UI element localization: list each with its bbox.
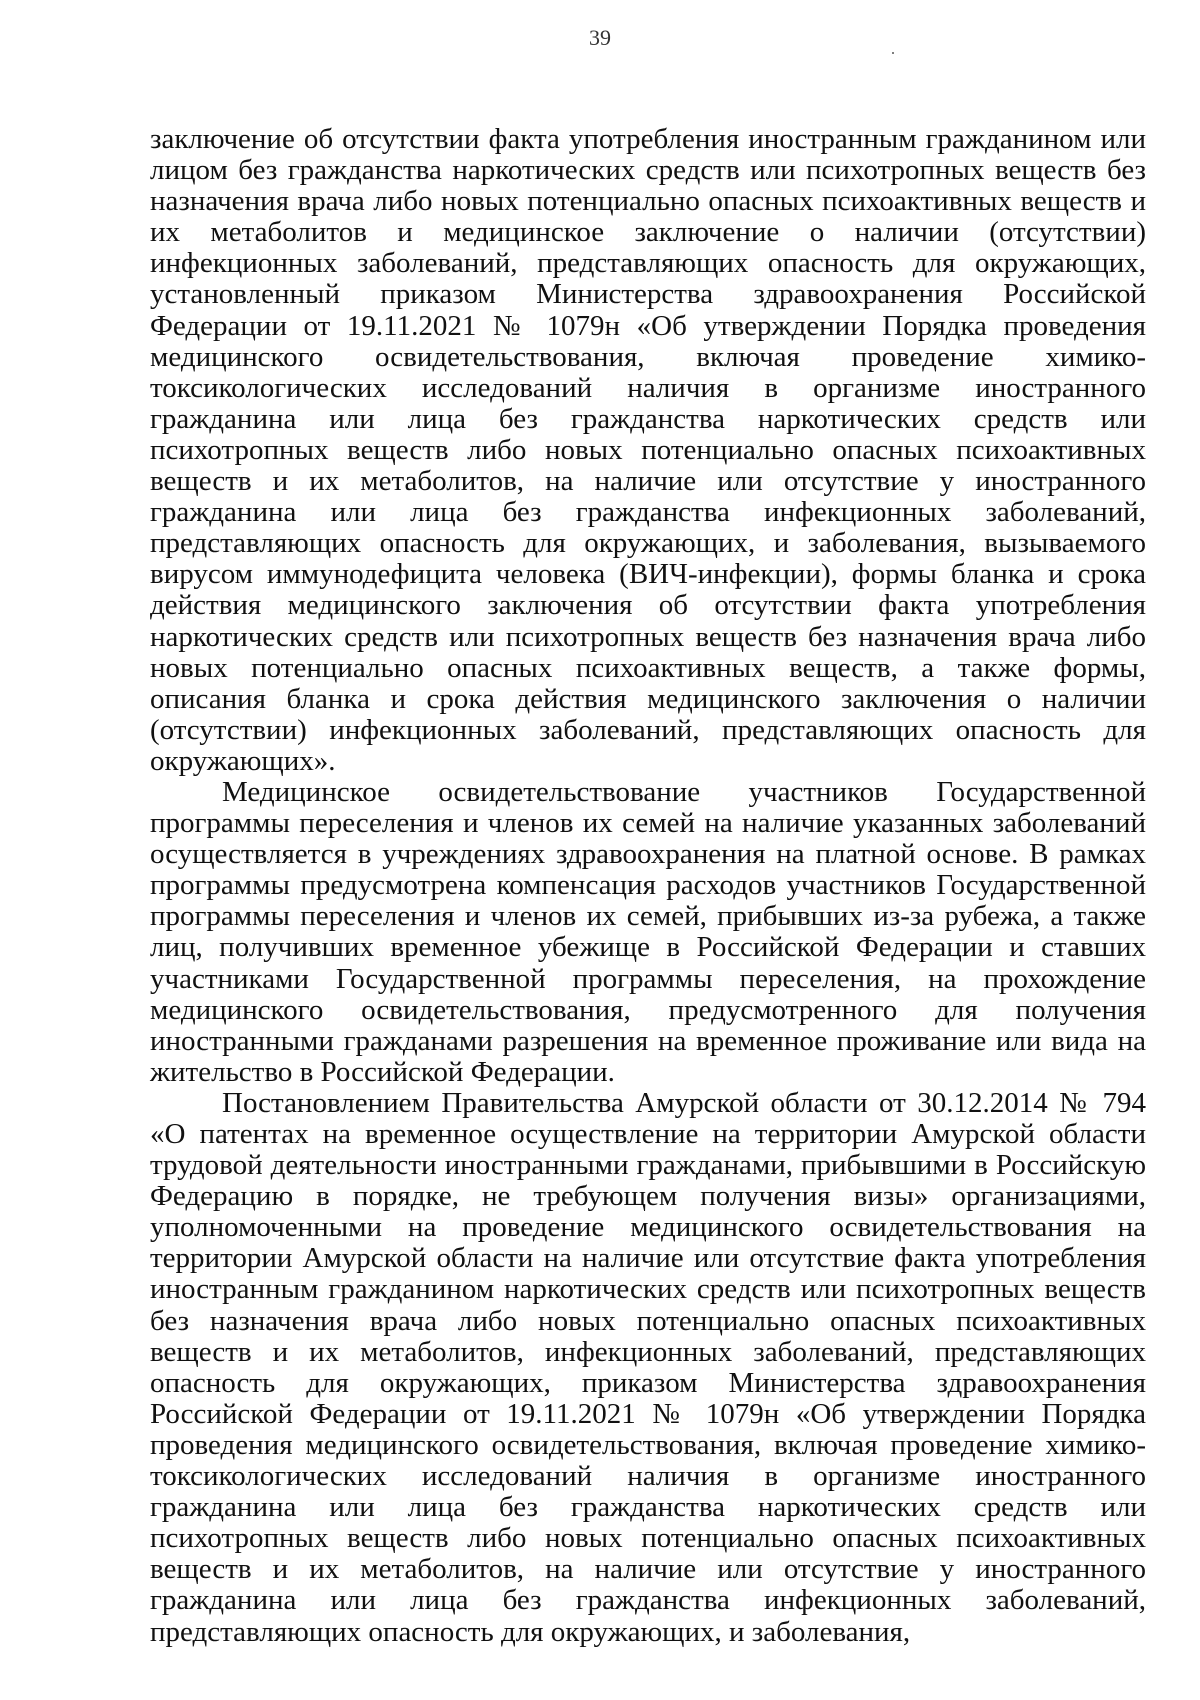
page-number: 39 [589, 25, 611, 50]
scan-speck [892, 52, 894, 54]
paragraph-medical-examination: Медицинское освидетельствование участников Государственной программы переселения и членов их семей на наличие указанных заболеваний осуществляется в учреждениях здравоохранения на платной основе. В рамках программы предусмотрена компенсация расходов участников Государственной программы переселения и членов их семей, прибывших из-за рубежа, а также лиц, получивших временное убежище в Российской Федерации и ставших участниками Государственной программы переселения, на прохождение медицинского освидетельствования, предусмотренного для получения иностранными гражданами разрешения на временное проживание или вида на жительство в Российской Федерации. [150, 775, 1146, 1088]
paragraph-continued: заключение об отсутствии факта употребления иностранным гражданином или лицом без гражданства наркотических средств или психотропных веществ без назначения врача либо новых потенциально опасных психоактивных веществ и их метаболитов и медицинское заключение о наличии (отсутствии) инфекционных заболеваний, представляющих опасность для окружающих, установленный приказом Министерства здравоохранения Российской Федерации от 19.11.2021 № 1079н «Об утверждении Порядка проведения медицинского освидетельствования, включая проведение химико-токсикологических исследований наличия в организме иностранного гражданина или лица без гражданства наркотических средств или психотропных веществ либо новых потенциально опасных психоактивных веществ и их метаболитов, на наличие или отсутствие у иностранного гражданина или лица без гражданства инфекционных заболеваний, представляющих опасность для окружающих, и заболевания, вызываемого вирусом иммунодефицита человека (ВИЧ-инфекции), формы бланка и срока действия медицинского заключения об отсутствии факта употребления наркотических средств или психотропных веществ без назначения врача либо новых потенциально опасных психоактивных веществ, а также формы, описания бланка и срока действия медицинского заключения о наличии (отсутствии) инфекционных заболеваний, представляющих опасность для окружающих». [150, 123, 1146, 777]
document-body [150, 124, 1146, 1648]
paragraph-amur-resolution: Постановлением Правительства Амурской области от 30.12.2014 № 794 «О патентах на временное осуществление на территории Амурской области трудовой деятельности иностранными гражданами, прибывшими в Российскую Федерацию в порядке, не требующем получения визы» организациями, уполномоченными на проведение медицинского освидетельствования на территории Амурской области на наличие или отсутствие факта употребления иностранным гражданином наркотических средств или психотропных веществ без назначения врача либо новых потенциально опасных психоактивных веществ и их метаболитов, инфекционных заболеваний, представляющих опасность для окружающих, приказом Министерства здравоохранения Российской Федерации от 19.11.2021 № 1079н «Об утверждении Порядка проведения медицинского освидетельствования, включая проведение химико-токсикологических исследований наличия в организме иностранного гражданина или лица без гражданства наркотических средств или психотропных веществ либо новых потенциально опасных психоактивных веществ и их метаболитов, на наличие или отсутствие у иностранного гражданина или лица без гражданства инфекционных заболеваний, представляющих опасность для окружающих, и заболевания, [150, 1086, 1146, 1648]
